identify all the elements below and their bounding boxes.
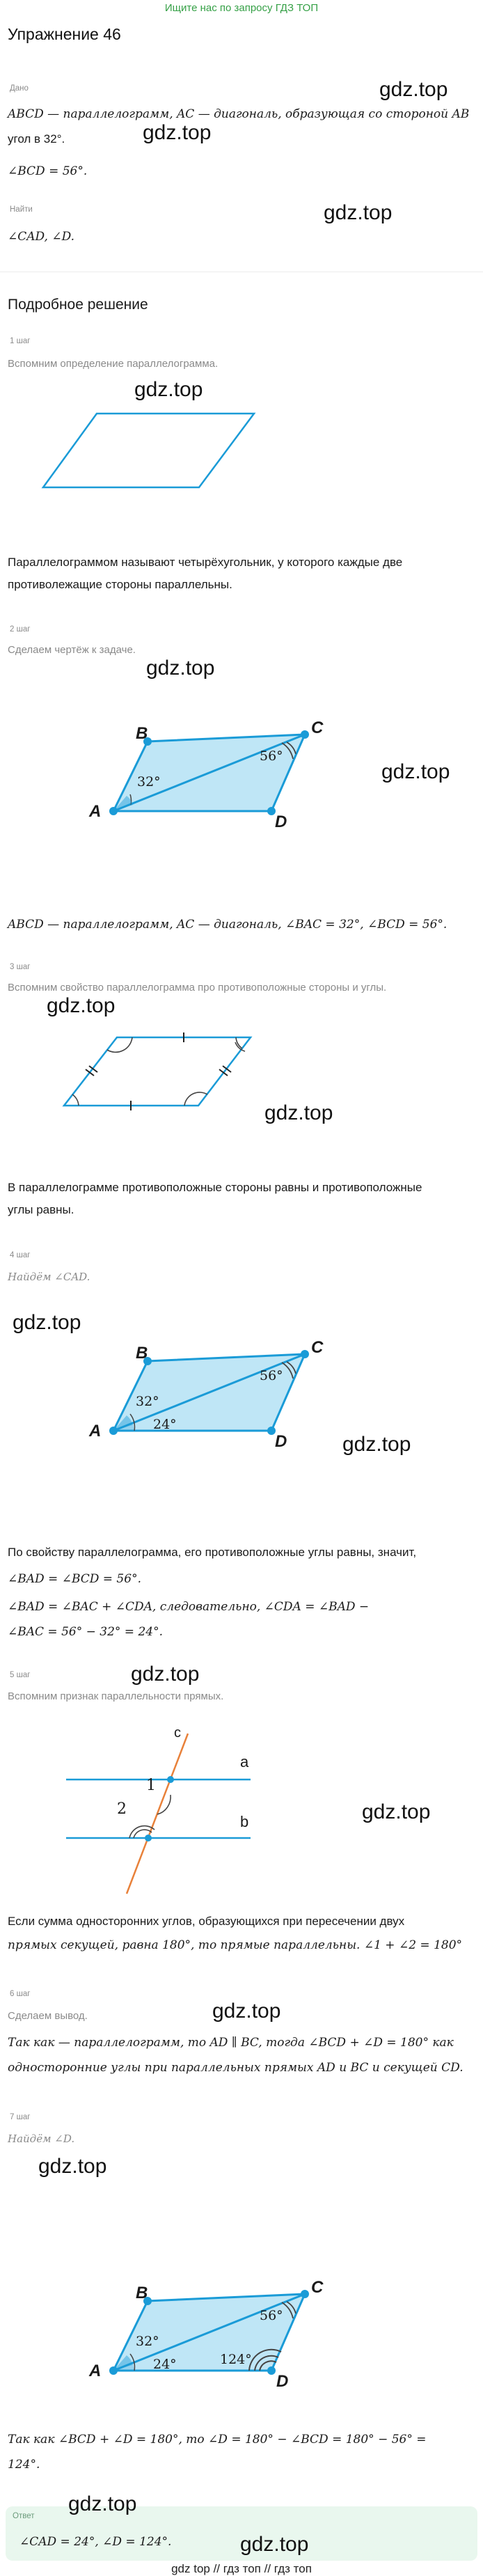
property-line-2: углы равны. xyxy=(8,1203,74,1216)
watermark: gdz.top xyxy=(342,1433,411,1456)
watermark: gdz.top xyxy=(38,2155,107,2178)
watermark: gdz.top xyxy=(362,1800,431,1823)
property-line-1: В параллелограмме противоположные стороны равны и противоположные xyxy=(8,1181,422,1194)
figure-5 xyxy=(66,1734,251,1894)
solution-line-2: ∠BAD = ∠BCD = 56°. xyxy=(8,1572,141,1586)
watermark: gdz.top xyxy=(13,1311,81,1334)
angle-label: 32° xyxy=(137,774,161,790)
criterion-line-2: прямых секущей, равна 180°, то прямые параллельны. ∠1 + ∠2 = 180° xyxy=(8,1938,463,1952)
given-summary: ABCD — параллелограмм, AC — диагональ, ∠BAC = 32°, ∠BCD = 56°. xyxy=(8,918,448,932)
line-label: a xyxy=(240,1753,249,1770)
given-line-2: ∠BCD = 56°. xyxy=(8,164,88,178)
step-text: Вспомним признак параллельности прямых. xyxy=(8,1690,224,1702)
top-banner: Ищите нас по запросу ГДЗ ТОП xyxy=(164,2,319,14)
definition-line-1: Параллелограммом называют четырёхугольник, у которого каждые две xyxy=(8,556,403,569)
vertex-label: C xyxy=(311,2278,324,2297)
given-line-1b: угол в 32°. xyxy=(8,132,65,146)
step-text: Найдём ∠D. xyxy=(8,2133,75,2145)
conclusion-line-2: односторонние углы при параллельных прямых AD и BC и секущей CD. xyxy=(8,2061,464,2075)
watermark: gdz.top xyxy=(143,121,212,144)
step-tag: 6 шаг xyxy=(10,1990,31,1998)
line-label: c xyxy=(174,1725,181,1741)
vertex-label: A xyxy=(89,802,102,821)
watermark: gdz.top xyxy=(68,2492,137,2515)
step-tag: 2 шаг xyxy=(10,625,31,634)
definition-line-2: противолежащие стороны параллельны. xyxy=(8,578,232,591)
solution-line-1: По свойству параллелограмма, его противоположные углы равны, значит, xyxy=(8,1546,417,1559)
angle-label: 1 xyxy=(146,1777,156,1794)
step-text: Найдём ∠CAD. xyxy=(8,1271,90,1283)
watermark: gdz.top xyxy=(264,1101,333,1124)
footer: gdz top // гдз топ // гдз топ xyxy=(171,2562,312,2575)
watermark: gdz.top xyxy=(379,78,448,101)
vertex-label: D xyxy=(275,812,287,831)
angle-label: 32° xyxy=(136,2334,159,2349)
solution-line-3: ∠BAD = ∠BAC + ∠CDA, следовательно, ∠CDA = ∠BAD − xyxy=(8,1600,370,1614)
watermark: gdz.top xyxy=(134,378,203,401)
angle-label: 24° xyxy=(153,2357,177,2372)
given-line-1: ABCD — параллелограмм, AC — диагональ, образующая со стороной AB xyxy=(8,107,470,121)
watermark: gdz.top xyxy=(324,201,393,224)
step-tag: 4 шаг xyxy=(10,1251,31,1259)
step-text: Вспомним определение параллелограмма. xyxy=(8,358,219,370)
step-text: Вспомним свойство параллелограмма про противоположные стороны и углы. xyxy=(8,982,387,994)
angle-label: 56° xyxy=(260,2308,283,2323)
watermark: gdz.top xyxy=(240,2533,309,2556)
angle-label: 56° xyxy=(260,1368,283,1383)
vertex-label: C xyxy=(311,718,324,737)
angle-label: 124° xyxy=(220,2352,252,2367)
given-tag: Дано xyxy=(10,84,29,93)
watermark: gdz.top xyxy=(131,1663,200,1686)
angle-label: 56° xyxy=(260,748,283,764)
vertex-label: A xyxy=(89,1422,102,1440)
angle-label: 2 xyxy=(117,1800,127,1818)
final-line-2: 124°. xyxy=(8,2458,40,2472)
find-text: ∠CAD, ∠D. xyxy=(8,230,75,244)
step-text: Сделаем чертёж к задаче. xyxy=(8,644,136,656)
conclusion-line-1: Так как — параллелограмм, то AD ∥ BC, тогда ∠BCD + ∠D = 180° как xyxy=(8,2036,454,2050)
answer-tag: Ответ xyxy=(13,2512,35,2520)
watermark: gdz.top xyxy=(212,2000,281,2023)
solution-line-4: ∠BAC = 56° − 32° = 24°. xyxy=(8,1625,163,1639)
vertex-label: C xyxy=(311,1338,324,1357)
watermark: gdz.top xyxy=(146,657,215,680)
step-tag: 3 шаг xyxy=(10,963,31,971)
vertex-label: B xyxy=(136,2284,148,2302)
line-label: b xyxy=(240,1813,249,1830)
angle-label: 24° xyxy=(153,1417,177,1432)
solution-title: Подробное решение xyxy=(8,297,148,313)
step-text: Сделаем вывод. xyxy=(8,2010,88,2022)
watermark: gdz.top xyxy=(47,994,116,1017)
final-line-1: Так как ∠BCD + ∠D = 180°, то ∠D = 180° − ∠BCD = 180° − 56° = xyxy=(8,2433,427,2447)
step-tag: 1 шаг xyxy=(10,337,31,345)
parallelogram-shape xyxy=(43,414,254,487)
vertex-label: D xyxy=(275,1432,287,1451)
vertex-label: B xyxy=(136,724,148,743)
answer-text: ∠CAD = 24°, ∠D = 124°. xyxy=(19,2535,172,2549)
find-tag: Найти xyxy=(10,205,33,214)
figure-3 xyxy=(64,1032,251,1110)
criterion-line-1: Если сумма односторонних углов, образующихся при пересечении двух xyxy=(8,1915,405,1928)
page-title: Упражнение 46 xyxy=(8,25,121,43)
watermark: gdz.top xyxy=(381,760,450,783)
step-tag: 5 шаг xyxy=(10,1671,31,1679)
step-tag: 7 шаг xyxy=(10,2113,31,2121)
vertex-label: D xyxy=(276,2372,289,2391)
vertex-label: A xyxy=(89,2362,102,2380)
angle-label: 32° xyxy=(136,1394,159,1409)
vertex-label: B xyxy=(136,1344,148,1362)
